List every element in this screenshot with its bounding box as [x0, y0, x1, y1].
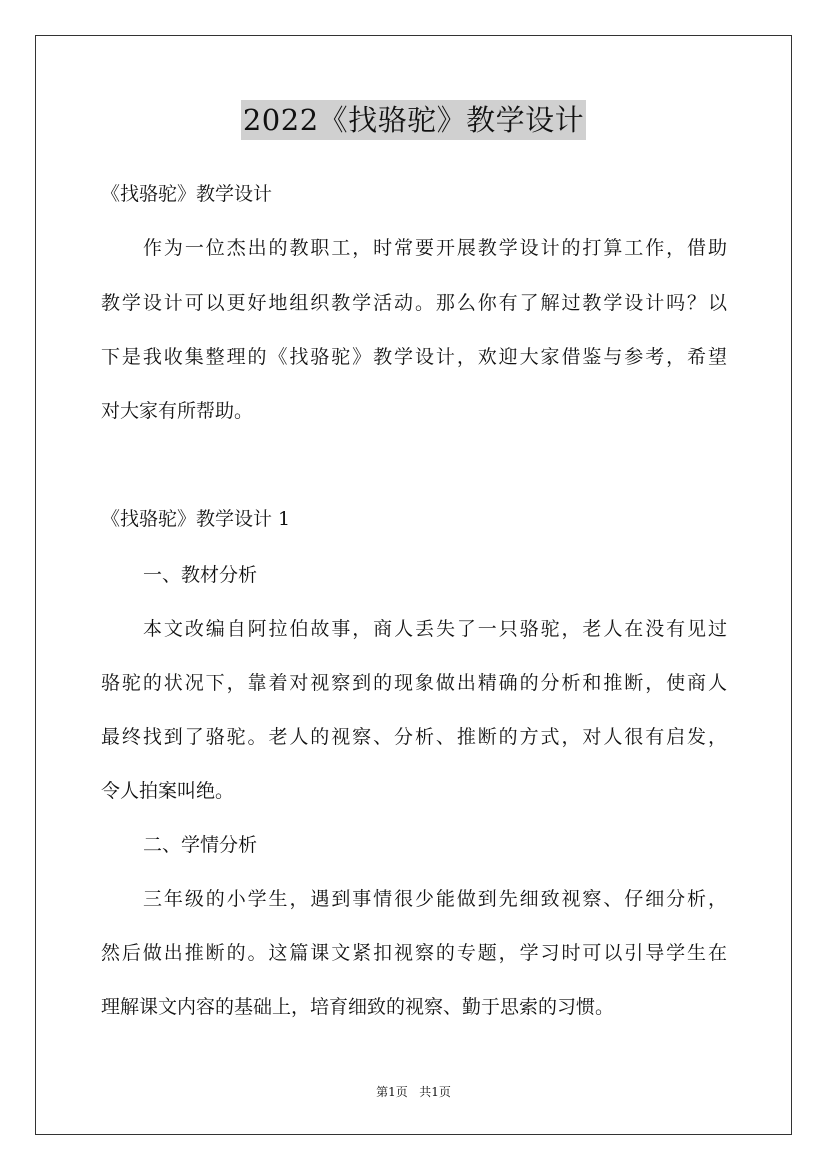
- paragraph-line: 骆驼的状况下，靠着对视察到的现象做出精确的分析和推断，使商人: [101, 672, 727, 694]
- paragraph-line: 最终找到了骆驼。老人的视察、分析、推断的方式，对人很有启发，: [101, 726, 727, 748]
- title-container: [0, 100, 827, 140]
- section-heading: 《找骆驼》教学设计 1: [101, 508, 291, 530]
- paragraph-line: 令人拍案叫绝。: [101, 780, 235, 802]
- paragraph-line: 对大家有所帮助。: [101, 400, 254, 422]
- page-total: 共1页: [419, 1085, 451, 1099]
- paragraph-line: 下是我收集整理的《找骆驼》教学设计，欢迎大家借鉴与参考，希望: [101, 346, 727, 368]
- page-number: 第1页: [376, 1085, 408, 1099]
- page-footer: [0, 1083, 827, 1100]
- paragraph-line: 教学设计可以更好地组织教学活动。那么你有了解过教学设计吗？以: [101, 292, 727, 314]
- doc-heading: 《找骆驼》教学设计: [101, 183, 273, 205]
- paragraph-line: 然后做出推断的。这篇课文紧扣视察的专题，学习时可以引导学生在: [101, 942, 727, 964]
- paragraph-line: 理解课文内容的基础上，培育细致的视察、勤于思索的习惯。: [101, 996, 615, 1018]
- subsection-heading: 二、学情分析: [143, 834, 258, 856]
- paragraph-line: 本文改编自阿拉伯故事，商人丢失了一只骆驼，老人在没有见过: [143, 618, 727, 640]
- paragraph-line: 作为一位杰出的教职工，时常要开展教学设计的打算工作，借助: [143, 237, 727, 259]
- subsection-heading: 一、教材分析: [143, 564, 258, 586]
- paragraph-line: 三年级的小学生，遇到事情很少能做到先细致视察、仔细分析，: [143, 888, 727, 910]
- document-title: 2022《找骆驼》教学设计: [241, 100, 586, 140]
